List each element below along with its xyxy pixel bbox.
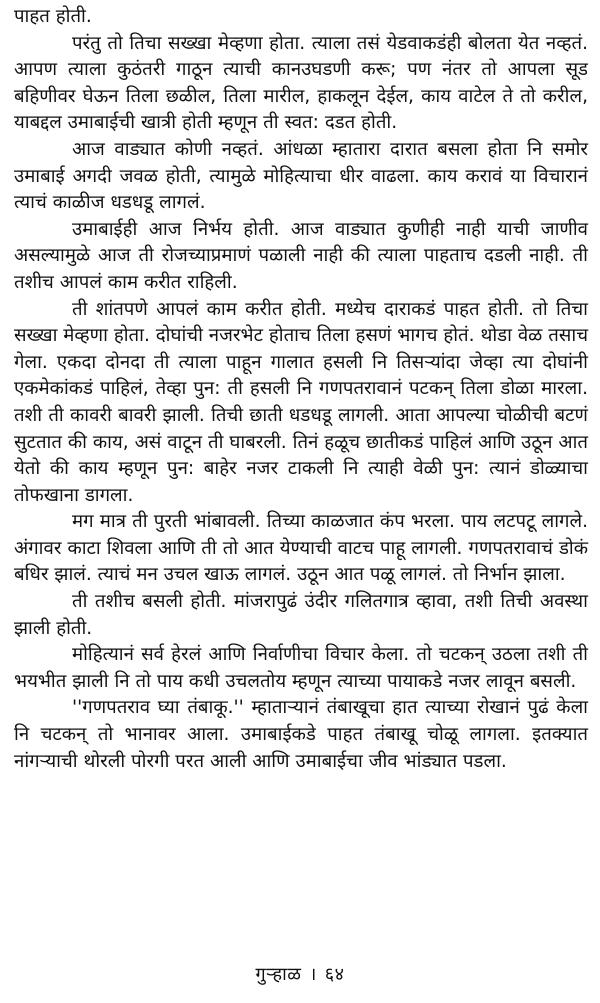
page-number: ६४ [324,964,345,985]
footer-separator: । [309,964,317,985]
paragraph: ती शांतपणे आपलं काम करीत होती. मध्येच दाराकडं पाहत होती. तो तिचा सख्खा मेव्हणा होता. दोघांची नजरभेट होताच तिला हसणं भागच होतं. थोडा वेळ तसाच गेला. एकदा दोनदा ती त्याला पाहून गालात हसली नि तिसऱ्यांदा जेव्हा त्या दोघांनी एकमेकांकडं पाहिलं, तेव्हा पुन: ती हसली नि गणपतरावानं पटकन् तिला डोळा मारला. तशी ती कावरी बावरी झाली. तिची छाती धडधडू लागली. आता आपल्या चोळीची बटणं सुटतात की काय, असं वाटून ती घाबरली. तिनं हळूच छातीकडं पाहिलं आणि उठून आत येतो की काय म्हणून पुन: बाहेर नजर टाकली नि त्याही वेळी पुन: त्यानं डोळ्याचा तोफखाना डागला. [14,298,588,506]
page-body [14,4,588,999]
paragraph: परंतु तो तिचा सख्खा मेव्हणा होता. त्याला तसं येडवाकडंही बोलता येत नव्हतं. आपण त्याला कुठंतरी गाठून त्याची कानउघडणी करू; पण नंतर तो आपला सूड बहिणीवर घेऊन तिला छळील, तिला मारील, हाकलून देईल, काय वाटेल ते तो करील, याबद्दल उमाबाईची खात्री होती म्हणून ती स्वत: दडत होती. [14,32,588,134]
paragraph: मग मात्र ती पुरती भांबावली. तिच्या काळजात कंप भरला. पाय लटपटू लागले. अंगावर काटा शिवला आणि ती तो आत येण्याची वाटच पाहू लागली. गणपतरावाचं डोकं बधिर झालं. त्याचं मन उचल खाऊ लागलं. उठून आत पळू लागलं. तो निर्भान झाला. [14,511,588,586]
page-footer [0,962,600,986]
paragraph: ''गणपतराव घ्या तंबाकू.'' म्हाताऱ्यानं तंबाखूचा हात त्याच्या रोखानं पुढं केला नि चटकन् तो भानावर आला. उमाबाईकडे पाहत तंबाखू चोळू लागला. इतक्यात नांगऱ्याची थोरली पोरगी परत आली आणि उमाबाईचा जीव भांड्यात पडला. [14,697,588,772]
book-title: गुऱ्हाळ [255,964,302,985]
paragraph: मोहित्यानं सर्व हेरलं आणि निर्वाणीचा विचार केला. तो चटकन् उठला तशी ती भयभीत झाली नि तो पाय कधी उचलतोय म्हणून त्याच्या पायाकडे नजर लावून बसली. [14,644,588,692]
paragraph: आज वाड्यात कोणी नव्हतं. आंधळा म्हातारा दारात बसला होता नि समोर उमाबाई अगदी जवळ होती, त्यामुळे मोहित्याचा धीर वाढला. काय करावं या विचारानं त्याचं काळीज धडधडू लागलं. [14,138,588,214]
paragraph: ती तशीच बसली होती. मांजरापुढं उंदीर गलितगात्र व्हावा, तशी तिची अवस्था झाली होती. [14,591,588,639]
paragraph: उमाबाईही आज निर्भय होती. आज वाड्यात कुणीही नाही याची जाणीव असल्यामुळे आज ती रोजच्याप्रमाणं पळाली नाही की त्याला पाहताच दडली नाही. ती तशीच आपलं काम करीत राहिली. [14,218,588,293]
paragraph-continuation: पाहत होती. [14,6,92,27]
